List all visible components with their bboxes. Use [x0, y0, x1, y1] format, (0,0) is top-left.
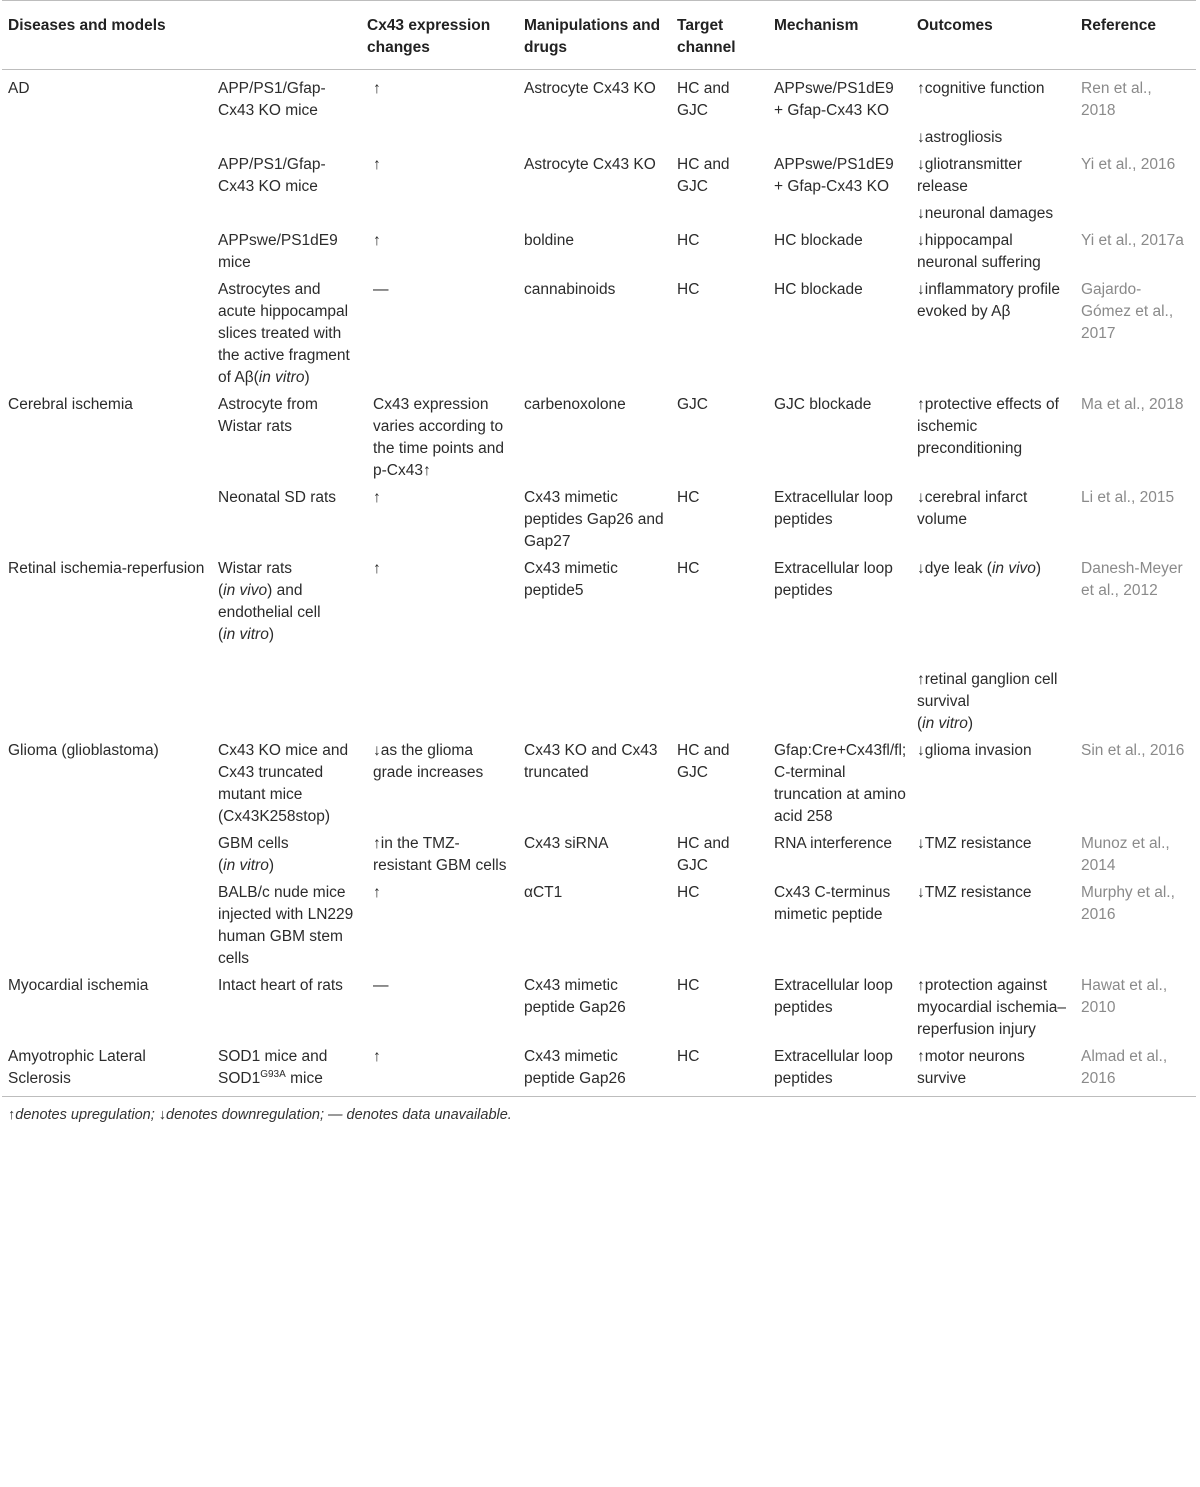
model-text: GBM cells [218, 835, 289, 852]
target-cell: HC [677, 489, 700, 506]
mechanism-cell: Cx43 C-terminus mimetic peptide [774, 884, 891, 923]
mechanism-cell: GJC blockade [774, 396, 872, 413]
table-row [2, 877, 1196, 970]
mechanism-cell [768, 122, 911, 149]
mechanism-cell: Extracellular loop peptides [768, 1041, 911, 1097]
disease-cell [2, 274, 212, 389]
cx43-cell: ↑ [373, 156, 381, 173]
header-mechanism: Mechanism [768, 1, 911, 70]
manipulation-cell: Cx43 mimetic peptide Gap26 [518, 1041, 671, 1097]
model-cell [212, 1041, 361, 1097]
reference-cell: Sin et al., 2016 [1081, 742, 1185, 759]
manipulation-cell: αCT1 [524, 884, 563, 901]
model-cell [212, 122, 361, 149]
table-row [2, 1041, 1196, 1097]
manipulation-cell: carbenoxolone [524, 396, 626, 413]
table-row [2, 389, 1196, 482]
target-cell: HC and GJC [677, 80, 730, 119]
reference-cell: Murphy et al., 2016 [1081, 884, 1175, 923]
model-cell: APP/PS1/Gfap-Cx43 KO mice [218, 156, 326, 195]
model-cell: APPswe/PS1dE9 mice [218, 232, 338, 271]
mechanism-cell: HC blockade [774, 232, 863, 249]
disease-cell: Retinal ischemia-reperfusion [8, 560, 205, 577]
reference-cell [1075, 646, 1196, 735]
model-cell [212, 646, 361, 735]
model-cell: BALB/c nude mice injected with LN229 human GBM stem cells [218, 884, 354, 967]
reference-cell: Munoz et al., 2014 [1081, 835, 1170, 874]
cx43-cell: Cx43 expression varies according to the time points and p-Cx43↑ [373, 396, 504, 479]
outcome-cell: ↓TMZ resistance [917, 835, 1032, 852]
outcome-cell: ↓hippocampal neuronal suffering [917, 232, 1041, 271]
table-row [2, 198, 1196, 225]
manipulation-cell: Astrocyte Cx43 KO [524, 80, 656, 97]
reference-cell: Gajardo-Gómez et al., 2017 [1081, 281, 1174, 342]
outcome-cell: ↓astrogliosis [917, 129, 1003, 146]
manipulation-cell [518, 646, 671, 735]
header-cx43: Cx43 expression changes [361, 1, 518, 70]
model-cell: GBM cells (in vitro) [218, 835, 289, 874]
outcome-text-end: ) [1035, 560, 1042, 577]
disease-cell: Glioma (glioblastoma) [8, 742, 159, 759]
outcome-cell: ↑motor neurons survive [911, 1041, 1075, 1097]
target-cell: HC and GJC [677, 835, 730, 874]
model-superscript: G93A [260, 1068, 286, 1080]
table-row [2, 828, 1196, 877]
disease-cell [2, 225, 212, 274]
model-text-mid: ) and endothelial cell [218, 582, 321, 621]
disease-cell [2, 646, 212, 735]
target-cell: HC [677, 232, 700, 249]
mechanism-cell: Extracellular loop peptides [774, 560, 893, 599]
model-text-end: mice [285, 1070, 323, 1087]
reference-cell: Li et al., 2015 [1081, 489, 1175, 506]
model-cell: Astrocyte from Wistar rats [218, 396, 318, 435]
disease-cell: AD [8, 80, 30, 97]
target-cell: HC [677, 560, 700, 577]
table-footnote: ↑denotes upregulation; ↓denotes downregulation; — denotes data unavailable. [8, 1107, 512, 1123]
model-italic: in vivo [223, 582, 268, 599]
model-text: Wistar rats [218, 560, 293, 577]
mechanism-cell: Gfap:Cre+Cx43fl/fl; C-terminal truncation at amino acid 258 [774, 742, 907, 825]
cx43-cell: ↑in the TMZ-resistant GBM cells [373, 835, 507, 874]
model-italic-2: in vitro [223, 626, 269, 643]
table-row [2, 149, 1196, 198]
outcome-cell [911, 553, 1075, 646]
cx43-cell: ↑ [361, 1041, 518, 1097]
outcome-cell: ↓glioma invasion [917, 742, 1032, 759]
table-row [2, 274, 1196, 389]
disease-cell [2, 122, 212, 149]
reference-cell: Yi et al., 2017a [1081, 232, 1184, 249]
cx43-cell: ↑ [373, 884, 381, 901]
target-cell [671, 122, 768, 149]
outcome-text-end: ) [967, 715, 973, 732]
disease-cell [2, 198, 212, 225]
mechanism-cell [768, 198, 911, 225]
manipulation-cell: Cx43 mimetic peptide Gap26 [524, 977, 626, 1016]
table-row [2, 122, 1196, 149]
target-cell [671, 198, 768, 225]
outcome-text: ↑retinal ganglion cell survival [917, 671, 1058, 710]
cx43-cell [361, 646, 518, 735]
manipulation-cell: Cx43 siRNA [524, 835, 609, 852]
outcome-cell: ↓neuronal damages [917, 205, 1054, 222]
cx43-cell [361, 122, 518, 149]
table-container [2, 0, 1198, 1123]
outcome-cell: ↓cerebral infarct volume [917, 489, 1028, 528]
target-cell [671, 646, 768, 735]
outcome-italic: in vitro [922, 715, 968, 732]
outcome-cell: ↓gliotransmitter release [917, 156, 1023, 195]
reference-cell: Ren et al., 2018 [1081, 80, 1152, 119]
reference-cell [1075, 122, 1196, 149]
model-text-end: ) [304, 369, 310, 386]
outcome-cell: ↓TMZ resistance [917, 884, 1032, 901]
header-target: Target channel [671, 1, 768, 70]
table-row [2, 70, 1196, 123]
outcome-cell: ↑retinal ganglion cell survival (in vitro) [917, 671, 1058, 732]
model-text: Astrocytes and acute hippocampal slices treated with the active fragment of Aβ( [218, 281, 350, 386]
model-cell: Neonatal SD rats [218, 489, 337, 506]
manipulation-cell: Cx43 mimetic peptides Gap26 and Gap27 [524, 489, 664, 550]
target-cell: HC [677, 281, 700, 298]
model-cell: APP/PS1/Gfap-Cx43 KO mice [218, 80, 326, 119]
connexin-table [2, 0, 1196, 1097]
reference-cell: Almad et al., 2016 [1075, 1041, 1196, 1097]
model-text: SOD1 mice and SOD1 [218, 1048, 328, 1087]
table-row [2, 735, 1196, 828]
model-cell [212, 198, 361, 225]
disease-cell [2, 482, 212, 553]
outcome-cell: ↑protective effects of ischemic preconditioning [917, 396, 1059, 457]
cx43-cell: ↓as the glioma grade increases [373, 742, 484, 781]
outcome-cell: ↓inflammatory profile evoked by Aβ [917, 281, 1060, 320]
disease-cell [2, 149, 212, 198]
table-row [2, 482, 1196, 553]
table-row [2, 646, 1196, 735]
table-body [2, 70, 1196, 1097]
cx43-cell: ↑ [373, 232, 381, 249]
manipulation-cell: Astrocyte Cx43 KO [524, 156, 656, 173]
table-header [2, 1, 1196, 70]
model-text-end: ) [268, 857, 274, 874]
outcome-cell: ↑protection against myocardial ischemia–reperfusion injury [917, 977, 1067, 1038]
disease-cell [2, 877, 212, 970]
mechanism-cell: HC blockade [774, 281, 863, 298]
header-reference: Reference [1075, 1, 1196, 70]
cx43-cell: — [373, 281, 389, 298]
table-row [2, 553, 1196, 646]
disease-cell: Amyotrophic Lateral Sclerosis [2, 1041, 212, 1097]
model-cell: Intact heart of rats [218, 977, 343, 994]
disease-cell [2, 828, 212, 877]
model-italic: in vitro [223, 857, 269, 874]
manipulation-cell: cannabinoids [524, 281, 616, 298]
manipulation-cell: boldine [524, 232, 574, 249]
manipulation-cell: Cx43 mimetic peptide5 [524, 560, 618, 599]
cx43-cell: — [373, 977, 389, 994]
cx43-cell: ↑ [373, 489, 381, 506]
header-model [212, 1, 361, 70]
manipulation-cell [518, 198, 671, 225]
mechanism-cell: Extracellular loop peptides [774, 489, 893, 528]
reference-cell [1075, 198, 1196, 225]
cx43-cell [361, 198, 518, 225]
disease-cell: Cerebral ischemia [8, 396, 133, 413]
manipulation-cell: Cx43 KO and Cx43 truncated [524, 742, 658, 781]
manipulation-cell [518, 122, 671, 149]
mechanism-cell: RNA interference [774, 835, 893, 852]
model-cell: Wistar rats (in vivo) and endothelial cell (in vitro) [218, 560, 321, 643]
table-row [2, 970, 1196, 1041]
model-italic: in vitro [258, 369, 305, 386]
model-cell [212, 274, 361, 389]
header-diseases: Diseases and models [2, 1, 212, 70]
outcome-text: ↓dye leak ( [917, 560, 992, 577]
reference-cell: Hawat et al., 2010 [1081, 977, 1168, 1016]
cx43-cell: ↑ [373, 560, 381, 577]
outcome-cell: ↑cognitive function [917, 80, 1045, 97]
cx43-cell: ↑ [373, 80, 381, 97]
target-cell: HC [671, 1041, 768, 1097]
outcome-italic: in vivo [991, 560, 1036, 577]
header-manipulations: Manipulations and drugs [518, 1, 671, 70]
mechanism-cell: Extracellular loop peptides [774, 977, 893, 1016]
header-outcomes: Outcomes [911, 1, 1075, 70]
model-cell: Cx43 KO mice and Cx43 truncated mutant mice (Cx43K258stop) [218, 742, 349, 825]
table-row [2, 225, 1196, 274]
reference-cell: Ma et al., 2018 [1081, 396, 1184, 413]
reference-cell: Danesh-Meyer et al., 2012 [1081, 560, 1183, 599]
target-cell: HC [677, 977, 700, 994]
mechanism-cell [768, 646, 911, 735]
target-cell: HC [677, 884, 700, 901]
mechanism-cell: APPswe/PS1dE9 + Gfap-Cx43 KO [774, 156, 894, 195]
mechanism-cell: APPswe/PS1dE9 + Gfap-Cx43 KO [774, 80, 894, 119]
target-cell: HC and GJC [677, 742, 730, 781]
target-cell: HC and GJC [677, 156, 730, 195]
target-cell: GJC [677, 396, 708, 413]
disease-cell: Myocardial ischemia [8, 977, 149, 994]
reference-cell: Yi et al., 2016 [1081, 156, 1176, 173]
